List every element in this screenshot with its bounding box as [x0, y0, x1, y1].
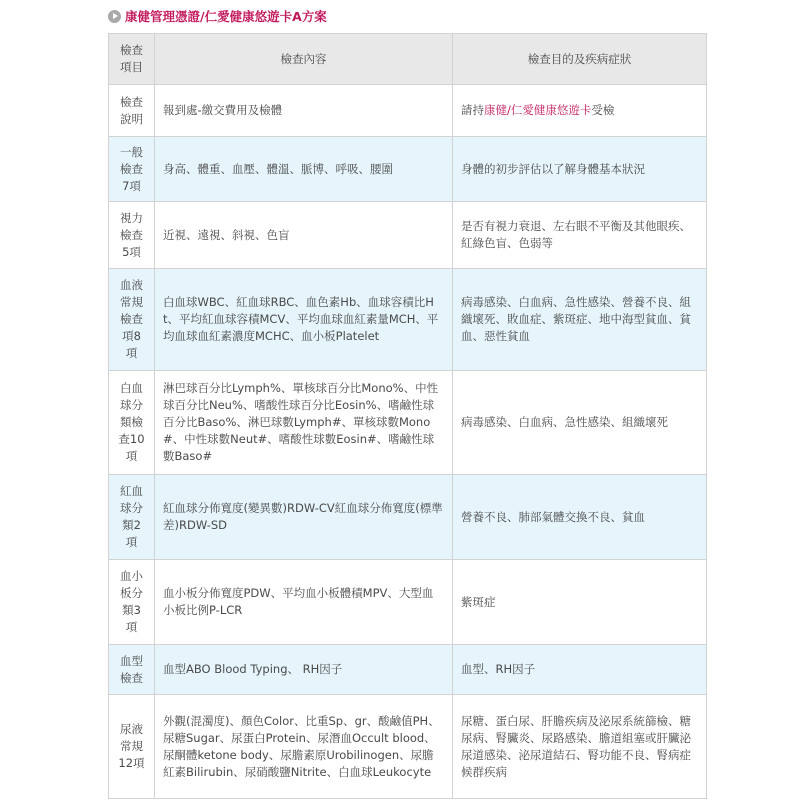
table-row: [109, 475, 707, 560]
row-purpose: 病毒感染、白血病、急性感染、組織壞死: [453, 371, 707, 475]
row-content: 血型ABO Blood Typing、 RH因子: [155, 645, 453, 695]
table-row: [109, 645, 707, 695]
table-row: [109, 269, 707, 371]
row-purpose: 血型、RH因子: [453, 645, 707, 695]
table-row: [109, 560, 707, 645]
row-label: 血液 常規 檢查 項8 項: [109, 269, 155, 371]
row-purpose: 營養不良、肺部氣體交換不良、貧血: [453, 475, 707, 560]
row-purpose: 是否有視力衰退、左右眼不平衡及其他眼疾、紅綠色盲、色弱等: [453, 202, 707, 269]
row-label: 紅血 球分 類2 項: [109, 475, 155, 560]
table-row: [109, 695, 707, 799]
card-name-highlight: 康健/仁愛健康悠遊卡: [484, 103, 592, 117]
page-title: 康健管理憑證/仁愛健康悠遊卡A方案: [125, 9, 327, 24]
row-label: 尿液 常規 12項: [109, 695, 155, 799]
row-content: 報到處-繳交費用及檢體: [155, 85, 453, 137]
row-purpose: 尿糖、蛋白尿、肝膽疾病及泌尿系統篩檢、糖尿病、腎臟炎、尿路感染、膽道組塞或肝臟泌尿道感染、泌尿道結石、腎功能不良、腎病症候群疾病: [453, 695, 707, 799]
row-content: 血小板分佈寬度PDW、平均血小板體積MPV、大型血小板比例P-LCR: [155, 560, 453, 645]
row-content: 身高、體重、血壓、體溫、脈博、呼吸、腰圍: [155, 137, 453, 202]
column-header-item: 檢查 項目: [109, 34, 155, 85]
purpose-prefix: 請持: [461, 103, 484, 117]
arrow-right-icon: [108, 10, 121, 23]
row-content: 白血球WBC、紅血球RBC、血色素Hb、血球容積比Ht、平均紅血球容積MCV、平均血球血紅素量MCH、平均血球血紅素濃度MCHC、血小板Platelet: [155, 269, 453, 371]
table-header-row: [109, 34, 707, 85]
row-content: 淋巴球百分比Lymph%、單核球百分比Mono%、中性球百分比Neu%、嗜酸性球百分比Eosin%、嗜鹼性球百分比Baso%、淋巴球數Lymph#、單核球數Mono#、中性球數Neut#、嗜酸性球數Eosin#、嗜鹼性球數Baso#: [155, 371, 453, 475]
row-label: 一般 檢查 7項: [109, 137, 155, 202]
row-purpose: [453, 85, 707, 137]
column-header-purpose: 檢查目的及疾病症狀: [453, 34, 707, 85]
column-header-content: 檢查內容: [155, 34, 453, 85]
row-label: 血型 檢查: [109, 645, 155, 695]
row-content: 紅血球分佈寬度(變異數)RDW-CV紅血球分佈寬度(標準差)RDW-SD: [155, 475, 453, 560]
row-purpose: 紫斑症: [453, 560, 707, 645]
row-purpose: 身體的初步評估以了解身體基本狀況: [453, 137, 707, 202]
purpose-suffix: 受檢: [591, 103, 615, 117]
row-content: 近視、遠視、斜視、色盲: [155, 202, 453, 269]
row-purpose: 病毒感染、白血病、急性感染、營養不良、組織壞死、敗血症、紫斑症、地中海型貧血、貧血、惡性貧血: [453, 269, 707, 371]
table-row: [109, 371, 707, 475]
row-label: 血小 板分 類3 項: [109, 560, 155, 645]
row-label: 檢查 說明: [109, 85, 155, 137]
checkup-table: [108, 33, 707, 799]
page-header: [108, 6, 327, 26]
table-row: [109, 85, 707, 137]
row-label: 白血 球分 類檢 查10 項: [109, 371, 155, 475]
row-label: 視力 檢查 5項: [109, 202, 155, 269]
row-content: 外觀(混濁度)、顏色Color、比重Sp、gr、酸鹼值PH、尿糖Sugar、尿蛋白Protein、尿潛血Occult blood、尿酮體ketone body、尿膽素原Urobilinogen、尿膽紅素Bilirubin、尿硝酸鹽Nitrite、白血球Leukocyte: [155, 695, 453, 799]
table-row: [109, 137, 707, 202]
table-row: [109, 202, 707, 269]
